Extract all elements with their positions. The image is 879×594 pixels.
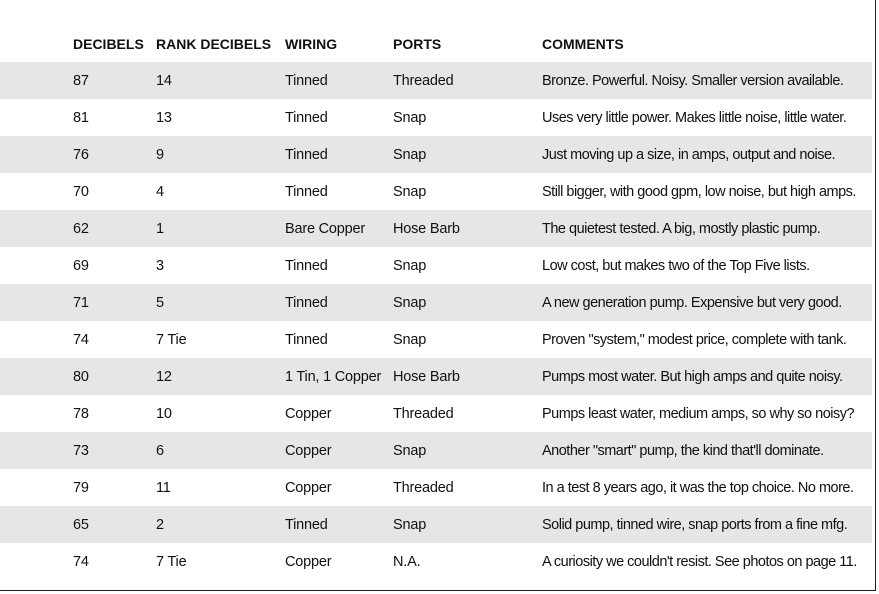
ports-cell: Threaded xyxy=(393,405,454,422)
table-row xyxy=(0,136,872,173)
ports-cell: Snap xyxy=(393,257,427,274)
rank-cell: 9 xyxy=(156,146,164,163)
comments-cell: Just moving up a size, in amps, output and noise. xyxy=(542,146,836,163)
rank-cell: 6 xyxy=(156,442,164,459)
wiring-cell: Tinned xyxy=(285,72,328,89)
wiring-cell: Copper xyxy=(285,405,332,422)
wiring-cell: Tinned xyxy=(285,331,328,348)
rank-cell: 3 xyxy=(156,257,164,274)
ports-cell: Snap xyxy=(393,183,427,200)
table-row xyxy=(0,506,872,543)
decibels-cell: 71 xyxy=(73,294,89,311)
rank-cell: 10 xyxy=(156,405,172,422)
comments-cell: Still bigger, with good gpm, low noise, but high amps. xyxy=(542,183,856,200)
ports-cell: Snap xyxy=(393,109,427,126)
decibels-cell: 78 xyxy=(73,405,89,422)
comments-cell: Bronze. Powerful. Noisy. Smaller version available. xyxy=(542,72,844,89)
decibels-cell: 65 xyxy=(73,516,89,533)
comments-cell: Low cost, but makes two of the Top Five lists. xyxy=(542,257,810,274)
rank-cell: 5 xyxy=(156,294,164,311)
ports-cell: Snap xyxy=(393,442,427,459)
wiring-cell: Tinned xyxy=(285,109,328,126)
rank-cell: 1 xyxy=(156,220,164,237)
table-row xyxy=(0,173,872,210)
table-header-row xyxy=(0,25,872,62)
table-row xyxy=(0,321,872,358)
ports-cell: Threaded xyxy=(393,72,454,89)
decibels-cell: 87 xyxy=(73,72,89,89)
ports-cell: Snap xyxy=(393,146,427,163)
decibels-cell: 76 xyxy=(73,146,89,163)
wiring-cell: 1 Tin, 1 Copper xyxy=(285,368,382,385)
wiring-cell: Copper xyxy=(285,553,332,570)
rank-cell: 4 xyxy=(156,183,164,200)
table-row xyxy=(0,469,872,506)
table-body xyxy=(0,62,872,580)
decibels-cell: 69 xyxy=(73,257,89,274)
wiring-cell: Tinned xyxy=(285,183,328,200)
table-row xyxy=(0,543,872,580)
wiring-cell: Tinned xyxy=(285,516,328,533)
table-row xyxy=(0,284,872,321)
decibels-cell: 74 xyxy=(73,553,89,570)
decibels-cell: 79 xyxy=(73,479,89,496)
decibels-cell: 73 xyxy=(73,442,89,459)
comments-cell: Pumps least water, medium amps, so why so noisy? xyxy=(542,405,855,422)
rank-cell: 2 xyxy=(156,516,164,533)
ports-cell: N.A. xyxy=(393,553,421,570)
rank-cell: 12 xyxy=(156,368,172,385)
rank-cell: 11 xyxy=(156,479,171,496)
comments-cell: Another "smart" pump, the kind that'll dominate. xyxy=(542,442,824,459)
wiring-cell: Copper xyxy=(285,442,332,459)
header-decibels: DECIBELS xyxy=(73,35,144,52)
ports-cell: Threaded xyxy=(393,479,454,496)
header-wiring: WIRING xyxy=(285,35,338,52)
comments-cell: A curiosity we couldn't resist. See photos on page 11. xyxy=(542,553,857,570)
comments-cell: Pumps most water. But high amps and quite noisy. xyxy=(542,368,843,385)
header-rank-decibels: RANK DECIBELS xyxy=(156,35,272,52)
table-row xyxy=(0,432,872,469)
decibels-cell: 62 xyxy=(73,220,89,237)
rank-cell: 7 Tie xyxy=(156,553,187,570)
decibels-cell: 70 xyxy=(73,183,89,200)
ports-cell: Hose Barb xyxy=(393,220,460,237)
header-ports: PORTS xyxy=(393,35,442,52)
ports-cell: Snap xyxy=(393,294,427,311)
comments-cell: Solid pump, tinned wire, snap ports from a fine mfg. xyxy=(542,516,848,533)
rank-cell: 13 xyxy=(156,109,172,126)
ports-cell: Hose Barb xyxy=(393,368,460,385)
table-row xyxy=(0,358,872,395)
comments-cell: Uses very little power. Makes little noise, little water. xyxy=(542,109,847,126)
decibels-cell: 81 xyxy=(73,109,89,126)
comparison-table xyxy=(0,25,872,580)
table-row xyxy=(0,247,872,284)
comments-cell: The quietest tested. A big, mostly plastic pump. xyxy=(542,220,821,237)
decibels-cell: 80 xyxy=(73,368,89,385)
ports-cell: Snap xyxy=(393,516,427,533)
table-row xyxy=(0,395,872,432)
comments-cell: A new generation pump. Expensive but very good. xyxy=(542,294,842,311)
ports-cell: Snap xyxy=(393,331,427,348)
table-row xyxy=(0,99,872,136)
decibels-cell: 74 xyxy=(73,331,89,348)
wiring-cell: Copper xyxy=(285,479,332,496)
table-row xyxy=(0,210,872,247)
wiring-cell: Tinned xyxy=(285,294,328,311)
table-row xyxy=(0,62,872,99)
rank-cell: 7 Tie xyxy=(156,331,187,348)
comments-cell: In a test 8 years ago, it was the top choice. No more. xyxy=(542,479,854,496)
comments-cell: Proven "system," modest price, complete with tank. xyxy=(542,331,847,348)
wiring-cell: Bare Copper xyxy=(285,220,366,237)
wiring-cell: Tinned xyxy=(285,146,328,163)
header-comments: COMMENTS xyxy=(542,35,624,52)
rank-cell: 14 xyxy=(156,72,172,89)
wiring-cell: Tinned xyxy=(285,257,328,274)
